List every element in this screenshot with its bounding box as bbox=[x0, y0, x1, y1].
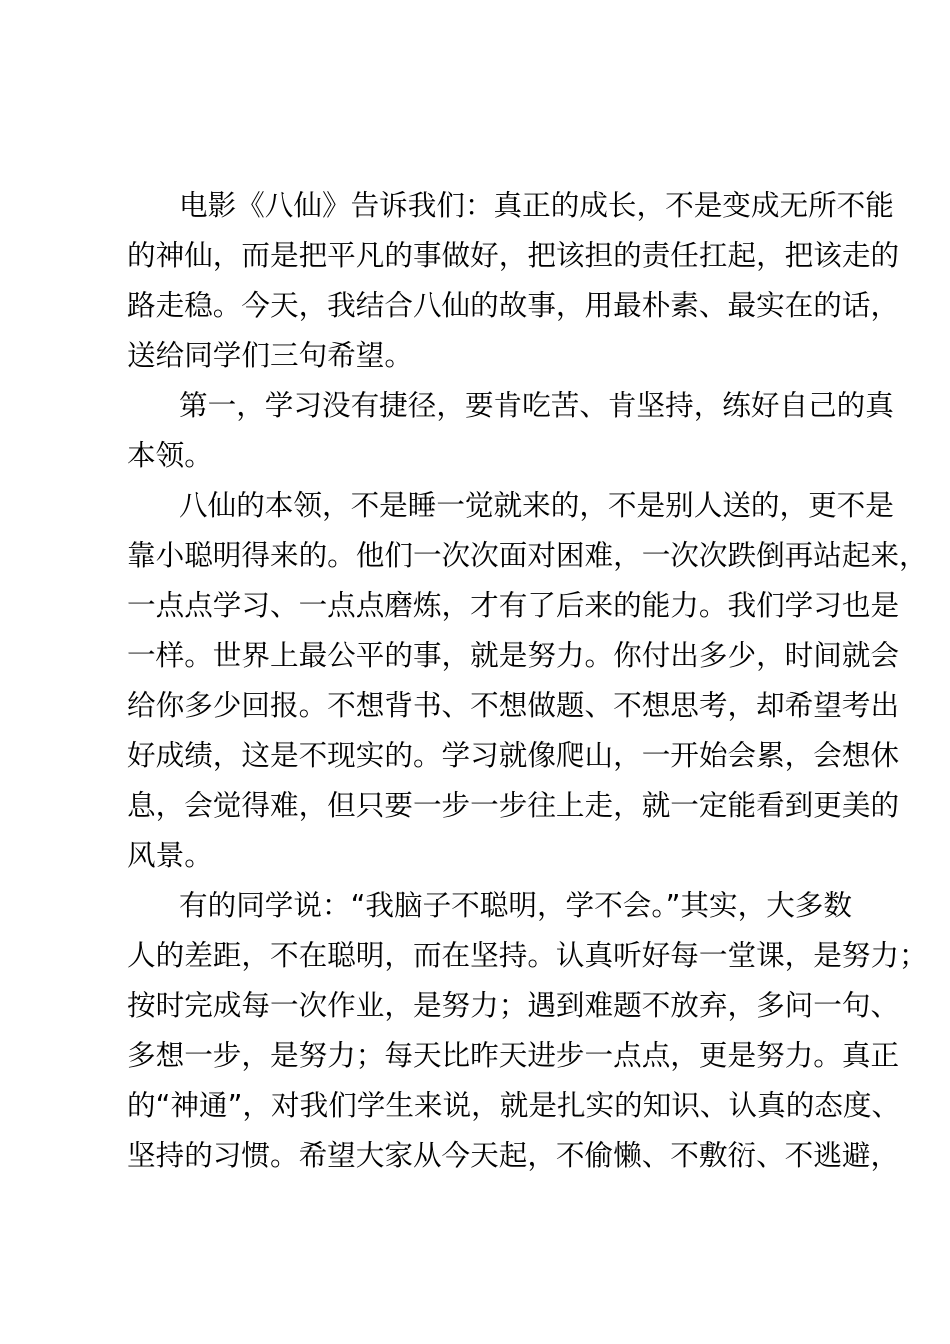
paragraph-3-line-6: 好成绩，这是不现实的。学习就像爬山，一开始会累，会想休 bbox=[127, 738, 900, 772]
document-body bbox=[127, 180, 928, 1180]
paragraph-1-line-2: 的神仙，而是把平凡的事做好，把该担的责任扛起，把该走的 bbox=[127, 238, 900, 272]
paragraph-4-line-3: 按时完成每一次作业，是努力；遇到难题不放弃，多问一句、 bbox=[127, 988, 900, 1022]
paragraph-4-line-1: 有的同学说：“我脑子不聪明，学不会。”其实，大多数 bbox=[179, 888, 852, 922]
paragraph-4-line-4: 多想一步，是努力；每天比昨天进步一点点，更是努力。真正 bbox=[127, 1038, 900, 1072]
paragraph-1-line-1: 电影《八仙》告诉我们：真正的成长，不是变成无所不能 bbox=[179, 188, 894, 222]
paragraph-1-line-3: 路走稳。今天，我结合八仙的故事，用最朴素、最实在的话， bbox=[127, 288, 900, 322]
paragraph-2-line-1: 第一，学习没有捷径，要肯吃苦、肯坚持，练好自己的真 bbox=[179, 388, 894, 422]
paragraph-3-line-3: 一点点学习、一点点磨炼，才有了后来的能力。我们学习也是 bbox=[127, 588, 900, 622]
paragraph-4-line-5: 的“神通”，对我们学生来说，就是扎实的知识、认真的态度、 bbox=[127, 1088, 901, 1122]
paragraph-3-line-5: 给你多少回报。不想背书、不想做题、不想思考，却希望考出 bbox=[127, 688, 900, 722]
paragraph-4-line-6: 坚持的习惯。希望大家从今天起，不偷懒、不敷衍、不逃避， bbox=[127, 1138, 900, 1172]
paragraph-2-line-2: 本领。 bbox=[127, 438, 213, 472]
paragraph-3-line-8: 风景。 bbox=[127, 838, 213, 872]
paragraph-3-line-2: 靠小聪明得来的。他们一次次面对困难，一次次跌倒再站起来， bbox=[127, 538, 928, 572]
paragraph-1-line-4: 送给同学们三句希望。 bbox=[127, 338, 413, 372]
paragraph-3-line-7: 息，会觉得难，但只要一步一步往上走，就一定能看到更美的 bbox=[127, 788, 900, 822]
paragraph-4-line-2: 人的差距，不在聪明，而在坚持。认真听好每一堂课，是努力； bbox=[127, 938, 928, 972]
paragraph-3-line-4: 一样。世界上最公平的事，就是努力。你付出多少，时间就会 bbox=[127, 638, 900, 672]
paragraph-3-line-1: 八仙的本领，不是睡一觉就来的，不是别人送的，更不是 bbox=[179, 488, 894, 522]
